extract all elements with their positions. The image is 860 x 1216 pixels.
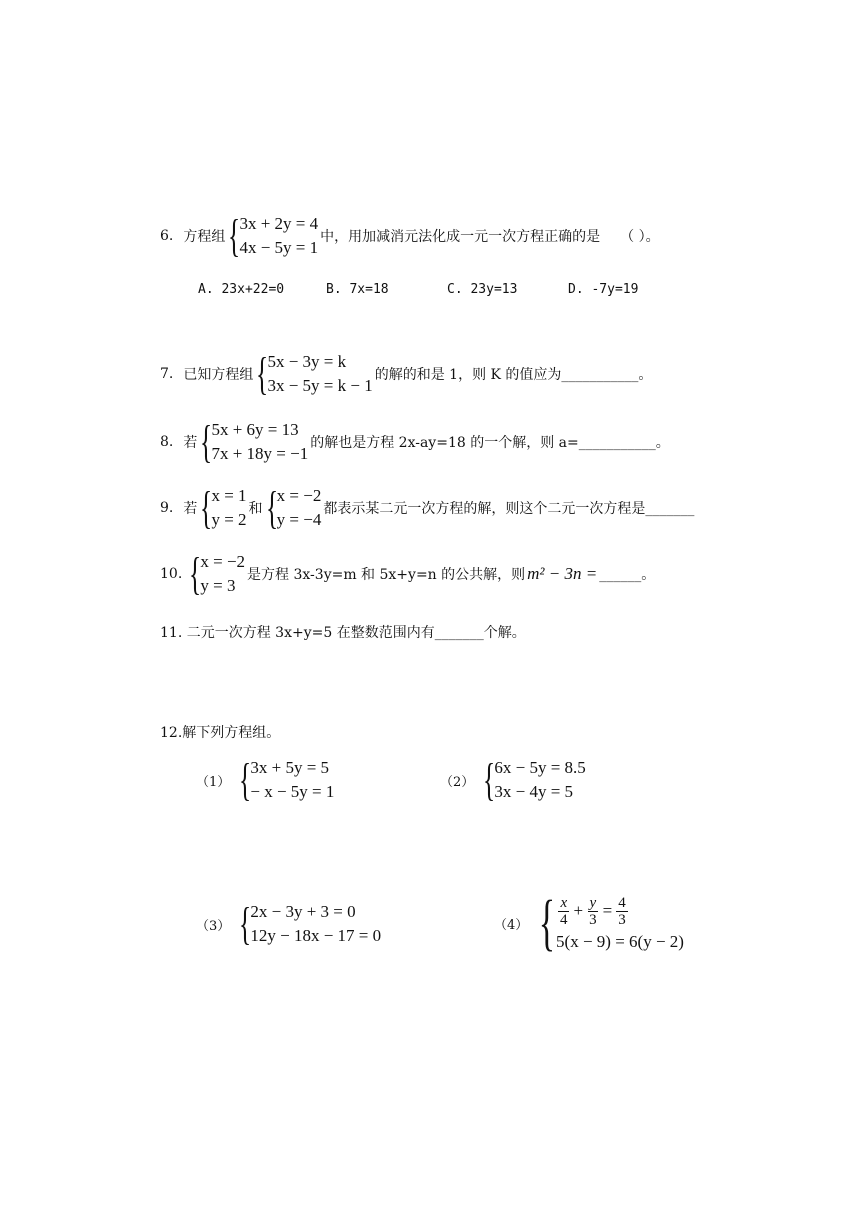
equation-system [238,756,334,804]
equation: 2x − 3y + 3 = 0 [250,902,356,921]
question-prefix: 方程组 [183,229,226,245]
equation-system [188,550,245,598]
part-label: （3） [196,918,231,934]
left-brace-icon: { [239,754,252,805]
equation: 3x + 2y = 4 [239,214,319,233]
left-brace-icon: { [200,482,213,533]
question-prefix: 若 [183,501,198,517]
plus-sign: + [573,901,584,920]
equation: 3x + 5y = 5 [250,758,330,777]
equation: 12y − 18x − 17 = 0 [250,926,382,945]
problem-part-4 [494,889,686,957]
part-label: （2） [440,774,475,790]
option-a: A. 23x+22=0 [198,282,285,297]
question-number: 8. [160,434,174,450]
question-11: 11. 二元一次方程 3x+y=5 在整数范围内有_______个解。 [160,625,526,641]
left-brace-icon: { [189,548,202,599]
equation: x = −2 [276,486,322,505]
equation-system [482,756,586,804]
option-b: B. 7x=18 [326,282,389,297]
problem-part-1 [196,756,336,804]
equation-system [255,350,372,398]
question-text: 的解的和是 1，则 K 的值应为___________。 [374,367,653,383]
equals-sign: = [602,901,613,920]
equation: 3x − 5y = k − 1 [267,376,373,395]
equation-system [536,889,684,957]
option-c: C. 23y=13 [447,282,518,297]
left-brace-icon: { [538,889,556,957]
math-expression: m² − 3n = [527,564,598,583]
fraction: $\frac{y}{3}$ [589,894,597,928]
left-brace-icon: { [239,898,252,949]
question-10 [160,550,655,598]
equation: − x − 5y = 1 [250,782,335,801]
left-brace-icon: { [265,482,278,533]
left-brace-icon: { [200,416,213,467]
question-number: 9. [160,500,174,516]
question-8 [160,418,670,466]
equation-system [199,484,246,532]
question-text: 是方程 3x-3y=m 和 5x+y=n 的公共解，则 [247,567,526,583]
question-number: 6. [160,228,174,244]
answer-paren: （ ）。 [620,229,660,245]
equation-system [199,418,308,466]
equation-system [265,484,322,532]
question-6 [160,212,660,260]
option-d: D. -7y=19 [568,282,639,297]
left-brace-icon: { [483,754,496,805]
fraction: $\frac{x}{4}$ [560,894,568,928]
equation: 5x − 3y = k [267,352,347,371]
equation: x = −2 [200,552,246,571]
equation: y = −4 [276,510,322,529]
equation: 5x + 6y = 13 [211,420,299,439]
part-label: （4） [494,917,529,933]
equation: 6x − 5y = 8.5 [494,758,586,777]
left-brace-icon: { [228,210,241,261]
equation: x = 1 [211,486,247,505]
equation-system [238,900,381,948]
equation: 4x − 5y = 1 [239,238,319,257]
question-12-title: 12.解下列方程组。 [160,725,281,741]
question-9 [160,484,694,532]
part-label: （1） [196,774,231,790]
fraction: $\frac{4}{3}$ [618,894,626,928]
question-7 [160,350,652,398]
equation-system [227,212,318,260]
question-text: 中，用加减消元法化成一元一次方程正确的是 [320,229,601,245]
question-prefix: 已知方程组 [183,367,254,383]
connector-text: 和 [248,501,263,517]
fraction-equation [556,892,684,930]
question-text: 都表示某二元一次方程的解，则这个二元一次方程是_______ [323,501,695,517]
answer-blank: ______。 [599,567,656,583]
equation: y = 3 [200,576,236,595]
problem-part-2 [440,756,588,804]
equation: y = 2 [211,510,247,529]
question-number: 10. [160,566,183,582]
question-prefix: 若 [183,435,198,451]
equation: 3x − 4y = 5 [494,782,574,801]
question-text: 的解也是方程 2x-ay=18 的一个解，则 a=___________。 [310,435,670,451]
equation: 7x + 18y = −1 [211,444,309,463]
problem-part-3 [196,900,383,948]
equation: 5(x − 9) = 6(y − 2) [556,932,684,951]
question-number: 7. [160,366,174,382]
left-brace-icon: { [256,348,269,399]
